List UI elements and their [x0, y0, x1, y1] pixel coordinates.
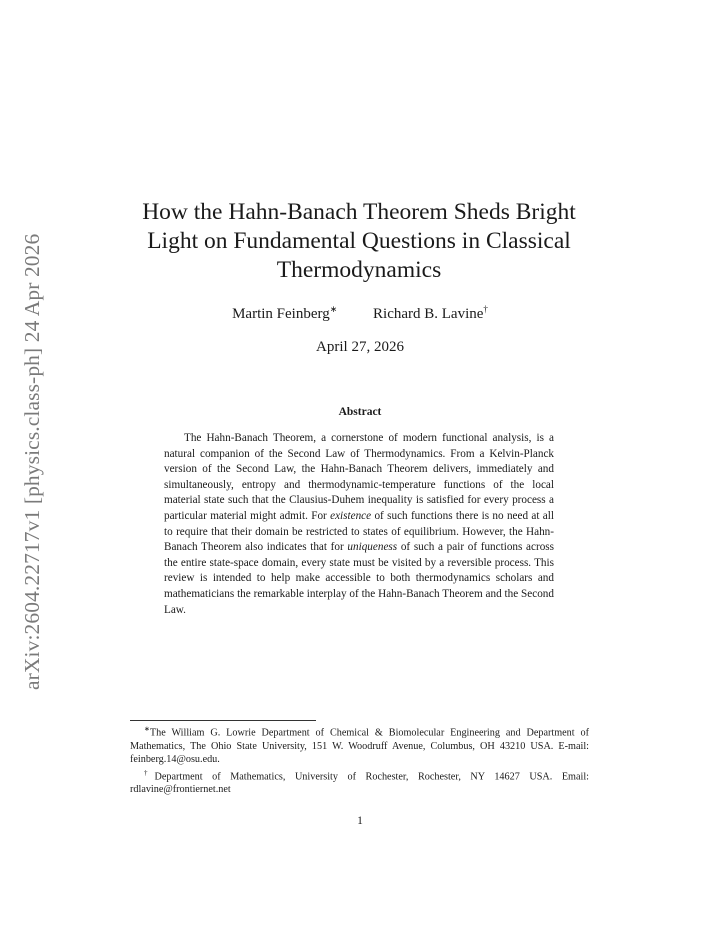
footnote-item	[130, 767, 589, 797]
page-number: 1	[357, 815, 363, 827]
arxiv-stamp	[14, 208, 52, 696]
abstract-body	[164, 431, 554, 618]
paper-date: April 27, 2026	[316, 339, 404, 355]
abstract-emphasis: existence	[330, 509, 372, 522]
author-lavine	[373, 304, 488, 323]
author-name: Richard B. Lavine	[373, 306, 484, 322]
author-feinberg	[232, 304, 337, 323]
footnote-mark: ∗	[144, 725, 150, 733]
footnote-item	[130, 723, 589, 767]
abstract-emphasis: uniqueness	[347, 541, 398, 554]
author-list	[140, 304, 580, 323]
abstract-heading: Abstract	[338, 406, 382, 418]
footnote-mark: †	[144, 768, 155, 777]
abstract-text: The Hahn-Banach Theorem, a cornerstone of modern functional analysis, is a natural companion of the Second Law of Thermodynamics. From a Kelvin-Planck version of the Second Law, the Hahn-Banach Theorem delivers, immediately and simultaneously, entropy and thermodynamic-temperature functions of the local material state such that the Clausius-Duhem inequality is satisfied for every process a particular material might admit. For	[164, 432, 554, 522]
footnote-divider	[130, 720, 316, 721]
abstract-text: of such functions there is no need at all to require that their domain be restricted to states of equilibrium. However, the Hahn-Banach Theorem also indicates that for	[164, 509, 554, 554]
footnote-text: The William G. Lowrie Department of Chemical & Biomolecular Engineering and Department of Mathematics, The Ohio State University, 151 W. Woodruff Avenue, Columbus, OH 43210 USA. E-mail: feinberg.14@osu.edu.	[130, 727, 589, 766]
author-name: Martin Feinberg	[232, 306, 330, 322]
footnote-text: Department of Mathematics, University of Rochester, Rochester, NY 14627 USA. Email: rdlavine@frontiernet.net	[130, 771, 589, 796]
paper-title: How the Hahn-Banach Theorem Sheds Bright Light on Fundamental Questions in Classical Thermodynamics	[142, 199, 576, 283]
abstract-text: of such a pair of functions across the entire state-space domain, every state must be visited by a reversible process. This review is intended to help make accessible to both thermodynamics scholars and mathematicians the remarkable interplay of the Hahn-Banach Theorem and the Second Law.	[164, 541, 555, 616]
author-footnote-mark: ∗	[329, 304, 338, 314]
author-footnote-mark: †	[483, 304, 488, 314]
footnotes	[130, 723, 589, 797]
arxiv-stamp-text: arXiv:2604.22717v1 [physics.class-ph] 24 Apr 2026	[20, 233, 44, 690]
